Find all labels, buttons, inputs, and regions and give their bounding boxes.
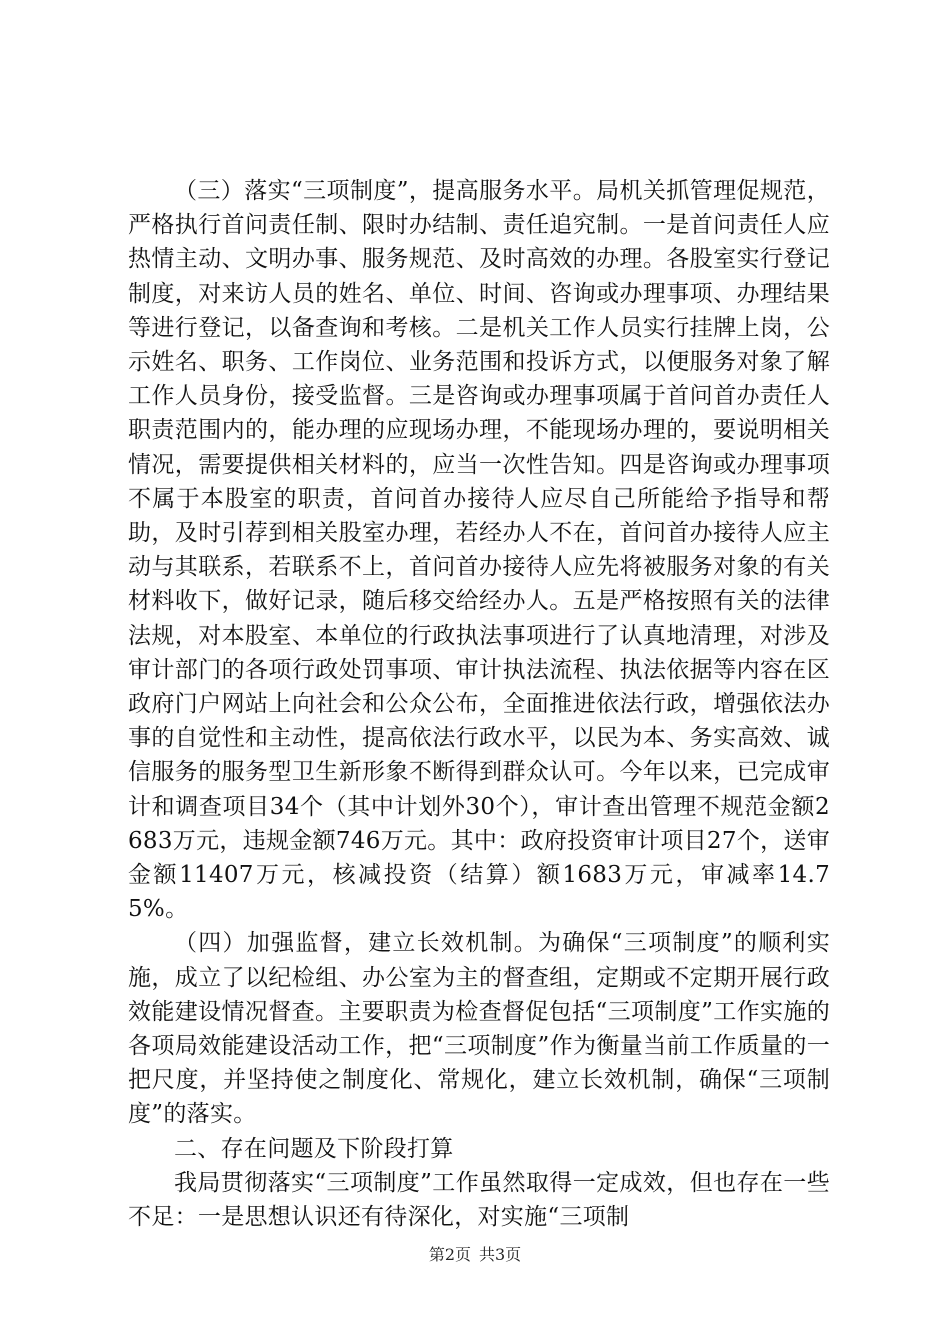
paragraph-section-four: （四）加强监督，建立长效机制。为确保“三项制度”的顺利实施，成立了以纪检组、办公室为主的督查组，定期或不定期开展行政效能建设情况督查。主要职责为检查督促包括“三项制度”工作实施的各项局效能建设活动工作，把“三项制度”作为衡量当前工作质量的一把尺度，并坚持使之制度化、常规化，建立长效机制，确保“三项制度”的落实。 — [128, 930, 830, 1128]
section-heading-problems: 二、存在问题及下阶段打算 — [174, 1135, 454, 1162]
paragraph-section-three: （三）落实“三项制度”，提高服务水平。局机关抓管理促规范，严格执行首问责任制、限时办结制、责任追究制。一是首问责任人应热情主动、文明办事、服务规范、及时高效的办理。各股室实行登记制度，对来访人员的姓名、单位、时间、咨询或办理事项、办理结果等进行登记，以备查询和考核。二是机关工作人员实行挂牌上岗，公示姓名、职务、工作岗位、业务范围和投诉方式，以便服务对象了解工作人员身份，接受监督。三是咨询或办理事项属于首问首办责任人职责范围内的，能办理的应现场办理，不能现场办理的，要说明相关情况，需要提供相关材料的，应当一次性告知。四是咨询或办理事项不属于本股室的职责，首问首办接待人应尽自己所能给予指导和帮助，及时引荐到相关股室办理，若经办人不在，首问首办接待人应主动与其联系，若联系不上，首问首办接待人应先将被服务对象的有关材料收下，做好记录，随后移交给经办人。五是严格按照有关的法律法规，对本股室、本单位的行政执法事项进行了认真地清理，对涉及审计部门的各项行政处罚事项、审计执法流程、执法依据等内容在区政府门户网站上向社会和公众公布，全面推进依法行政，增强依法办事的自觉性和主动性，提高依法行政水平，以民为本、务实高效、诚信服务的服务型卫生新形象不断得到群众认可。今年以来，已完成审计和调查项目34个（其中计划外30个），审计查出管理不规范金额2683万元，违规金额746万元。其中：政府投资审计项目27个，送审金额11407万元，核减投资（结算）额1683万元，审减率14.75%。 — [128, 178, 830, 923]
page-footer — [0, 1245, 950, 1265]
document-body — [128, 174, 830, 1234]
page-total: 共3页 — [479, 1245, 522, 1264]
paragraph-problems: 我局贯彻落实“三项制度”工作虽然取得一定成效，但也存在一些不足：一是思想认识还有待深化，对实施“三项制 — [128, 1169, 830, 1231]
page-number: 第2页 — [428, 1245, 471, 1264]
